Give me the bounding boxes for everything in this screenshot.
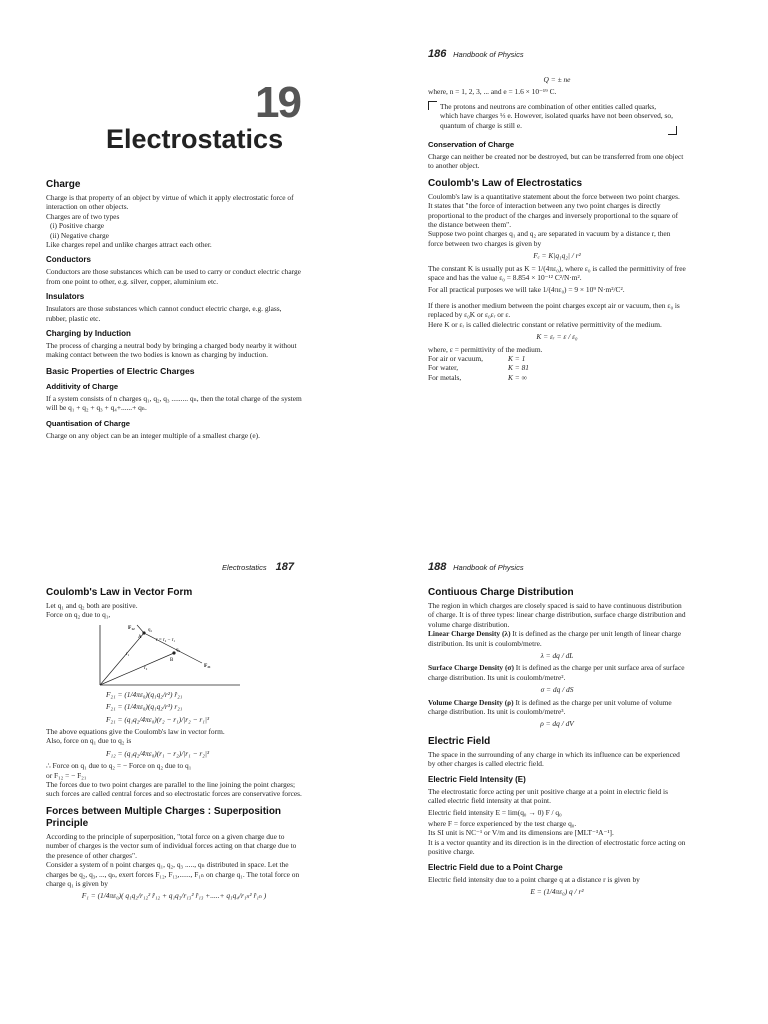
page-185-body [46,172,302,440]
text-electric-field: The space in the surrounding of any charge in which its influence can be experienced by other charges is called electric field. [428,749,680,769]
text-vec-2: Force on q₂ due to q₁, [46,610,111,620]
vector-diagram [92,623,242,687]
page-188-body [428,580,686,899]
label-q1: q₁ [148,627,153,633]
equation-surface: σ = dq / dS [540,685,574,695]
text-si-unit: Its SI unit is NC⁻¹ or V/m and its dimensions are [MLT⁻³A⁻¹]. [428,828,614,838]
text-charge: Charge is that property of an object by virtue of which it apply electrostatic force of interaction on other objects. [46,193,294,212]
text-above: The above equations give the Coulomb's law in vector form. [46,727,225,737]
text-induction: The process of charging a neutral body by bringing a charged body nearby it without making contact between the two bodies is known as charging by induction. [46,341,297,360]
heading-quantisation: Quantisation of Charge [46,418,130,428]
label-r1: r₁ [126,651,130,657]
text-where-n: where, n = 1, 2, 3, ... and e = 1.6 × 10⁻¹⁹ C. [428,87,557,97]
text-type1: (i) Positive charge [50,221,105,231]
text-vec-1: Let q₁ and q₂ both are positive. [46,601,138,610]
k-row: For water, K = 81 [428,363,530,373]
heading-insulators: Insulators [46,292,85,302]
text-where-eps: where, ε = permittivity of the medium. [428,344,543,354]
heading-point-charge: Electric Field due to a Point Charge [428,862,563,872]
heading-continuous: Contiuous Charge Distribution [428,587,574,598]
page-number-188: 188 [428,561,447,573]
k-row: For metals, K = ∞ [428,372,527,382]
heading-vector-form: Coulomb's Law in Vector Form [46,587,193,598]
page-188-header [428,561,524,573]
label-r12: r = r₂ − r₁ [156,637,176,643]
heading-conductors: Conductors [46,255,91,265]
running-title-187: Electrostatics [222,563,267,572]
label-r2: r₂ [144,665,148,671]
text-type2: (ii) Negative charge [50,230,109,240]
chapter-title: Electrostatics [106,124,284,154]
note-bracket-top [428,101,437,110]
page-number-186: 186 [428,48,447,60]
equation-k: K = εᵣ = ε / ε₀ [536,332,578,342]
text-types: Charges are of two types [46,211,120,221]
heading-electric-field: Electric Field [428,735,491,747]
text-quantisation: Charge on any object can be an integer multiple of a smallest charge (e). [46,430,260,440]
page-187-header [222,561,294,573]
text-vector-quantity: It is a vector quantity and its direction is in the direction of electrostatic force acting on positive charge. [428,837,686,857]
page-186-body [428,138,686,382]
text-constant-k: The constant K is usually put as K = 1/(4πε₀), where ε₀ is called the permittivity of free space and has the value ε₀ = 8.854 × 10⁻¹² C²/N·m². [428,263,686,283]
term-volume: Volume Charge Density (ρ) [428,697,514,707]
equation-vec-3: F₂₁ = (q₁q₂/4πε₀)(r₂ − r₁)/|r₂ − r₁|³ [106,714,210,724]
text-conservation: Charge can neither be created nor be destroyed, but can be transferred from one object to another object. [428,152,684,171]
text-quark-note: The protons and neutrons are combination of other entities called quarks, which have charges ⅓ e. However, isolated quarks have not been observed, so, quantum of charge is still e. [440,102,673,130]
equation-field-intensity: Electric field intensity E = lim(q₀ → 0) F / q₀ [428,807,562,817]
heading-additivity: Additivity of Charge [46,381,119,391]
equation-vec-4: F₁₂ = (q₁q₂/4πε₀)(r₁ − r₂)/|r₁ − r₂|³ [106,748,210,758]
book-title-186: Handbook of Physics [453,50,524,59]
label-f21: F₂₁ [204,662,211,669]
page-187-body [46,580,302,904]
equation-superposition: F₁ = (1/4πε₀)( q₁q₂/r₁₂² r̂₁₂ + q₁q₃/r₁₃² r̂₁₃ +.....+ q₁q₄/r₁ₙ² r̂₁ₙ ) [81,891,267,901]
equation-vec-2: F₂₁ = (1/4πε₀)(q₁q₂/r³) r₂₁ [106,702,183,712]
term-linear: Linear Charge Density (λ) [428,629,511,639]
label-f12: F₁₂ [128,624,135,631]
text-parallel: The forces due to two point charges are parallel to the line joining the point charges; such forces are called central forces and so electrostatic forces are conservative forces. [46,780,302,799]
text-or: or F₁₂ = − F₂₁ [46,770,87,780]
page-186-header [428,48,524,60]
equation-linear: λ = dq / dL [540,651,574,661]
heading-coulombs-law: Coulomb's Law of Electrostatics [428,177,583,189]
term-surface: Surface Charge Density (σ) [428,663,514,673]
chapter-number: 19 [255,78,300,127]
equation-volume: ρ = dq / dV [540,719,574,729]
text-linear: Linear Charge Density (λ) It is defined as the charge per unit length of linear charge distribution. Its unit is coulomb/metre. [428,629,682,648]
heading-conservation: Conservation of Charge [428,140,515,149]
label-b: B [170,657,174,663]
k-values-table [428,354,686,382]
text-practical: For all practical purposes we will take 1/(4πε₀) = 9 × 10⁹ N·m²/C². [428,285,625,295]
text-like: Like charges repel and unlike charges attract each other. [46,240,212,250]
text-also: Also, force on q₁ due to q₂ is [46,736,132,746]
heading-induction: Charging by Induction [46,329,131,339]
text-here-k: Here K or εᵣ is called dielectric constant or relative permittivity of the medium. [428,319,662,329]
label-a: A [138,634,142,640]
label-q2: q₂ [176,647,181,653]
text-conductors: Conductors are those substances which can be used to carry or conduct electric charge from one point to other, e.g. silver, copper, aluminium etc. [46,267,301,286]
heading-superposition: Forces between Multiple Charges : Superposition Principle [46,805,282,829]
note-bracket-bottom [668,126,677,135]
text-additivity: If a system consists of n charges q₁, q₂, q₃ ......... qₙ, then the total charge of the system will be q₁ + q₂ + q₃ + q₄+......+ qₙ. [46,393,302,413]
text-therefore: ∴ Force on q₁ due to q₂ = − Force on q₂ due to q₁ [46,761,192,771]
text-suppose: Suppose two point charges q₁ and q₂ are separated in vacuum by a distance r, then force between two charges is given by [428,229,671,248]
text-medium: If there is another medium between the point charges except air or vacuum, then ε₀ is replaced by ε₀K or ε₀εᵣ or ε. [428,300,680,320]
text-where-f: where F = force experienced by the test charge q₀. [428,818,577,828]
text-coulombs-law: Coulomb's law is a quantitative statement about the force between two point charges. It states that "the force of interaction between any two point charges is directly proportional to the product of the charges and inversely proportional to the square of the distance between them". [428,191,680,230]
heading-basic-properties: Basic Properties of Electric Charges [46,365,195,376]
equation-vec-1: F₂₁ = (1/4πε₀)(q₁q₂/r²) r̂₂₁ [106,689,183,699]
equation-point-charge: E = (1/4πε₀) q / r² [530,886,584,896]
quark-note [440,102,674,130]
text-surface: Surface Charge Density (σ) It is defined as the charge per unit surface area of surface charge distribution. Its unit is coulomb/metre². [428,663,685,682]
text-insulators: Insulators are those substances which cannot conduct electric charge, e.g. glass, rubber, plastic etc. [46,304,282,323]
page-186-top [428,72,686,97]
page-number-187: 187 [275,561,294,573]
text-field-intensity: The electrostatic force acting per unit positive charge at a point in electric field is called electric field intensity at that point. [428,786,668,806]
heading-charge: Charge [46,179,81,190]
equation-fe: Fₑ = K|q₁q₂| / r² [533,251,581,261]
text-consider: Consider a system of n point charges q₁, q₂, q₃ ....., qₙ distributed in space. Let the charges be q₂, q₃, ..., qₙ, exert forces F₁₂, F₁₃,......, F₁ₙ on charge q₁. The total force on charge q₁ is given by [46,860,300,888]
k-row: For air or vacuum, K = 1 [428,353,526,363]
equation-q-ne: Q = ± ne [543,75,571,84]
text-continuous: The region in which charges are closely spaced is said to have continuous distribution of charge. It is of three types: linear charge distribution, surface charge distribution and volume charge distribution. [428,601,686,629]
heading-field-intensity: Electric Field Intensity (E) [428,774,526,784]
text-point-charge: Electric field intensity due to a point charge q at a distance r is given by [428,874,640,884]
book-title-188: Handbook of Physics [453,563,524,572]
text-volume: Volume Charge Density (ρ) It is defined as the charge per unit volume of volume charge distribution. Its unit is coulomb/metre³. [428,697,672,717]
text-superposition: According to the principle of superposition, "total force on a given charge due to number of charges is the vector sum of individual forces acting on that charge due to the presence of other charges". [46,831,297,860]
